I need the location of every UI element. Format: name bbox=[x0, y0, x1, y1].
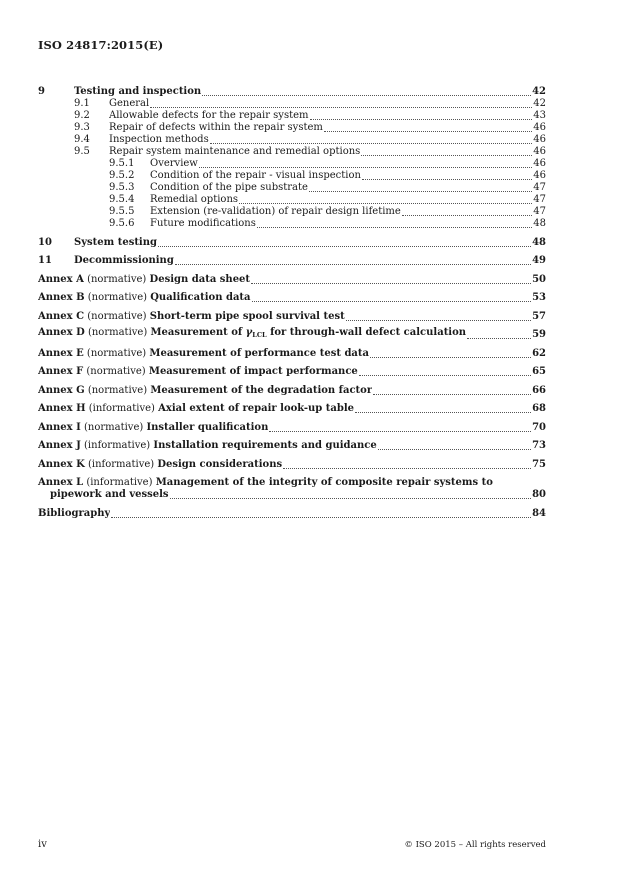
toc-entry-clause-11[interactable] bbox=[38, 255, 546, 267]
toc-leader bbox=[359, 375, 531, 376]
toc-page: 48 bbox=[533, 218, 546, 229]
page-number: iv bbox=[38, 839, 47, 850]
toc-entry-9-5-2[interactable] bbox=[38, 170, 546, 182]
toc-leader bbox=[202, 95, 531, 96]
toc-title: Annex A (normative) Design data sheet bbox=[38, 273, 251, 285]
toc-leader bbox=[251, 283, 531, 284]
toc-title: Overview bbox=[150, 158, 198, 169]
table-of-contents bbox=[38, 86, 546, 520]
toc-title: Annex B (normative) Qualification data bbox=[38, 292, 251, 303]
toc-leader bbox=[111, 517, 531, 518]
toc-leader bbox=[310, 119, 533, 120]
toc-title: Repair of defects within the repair system bbox=[109, 122, 323, 133]
toc-number: 9.3 bbox=[74, 122, 90, 133]
toc-page: 46 bbox=[533, 158, 546, 169]
toc-title: Inspection methods bbox=[109, 134, 209, 145]
toc-entry-9-3[interactable] bbox=[38, 122, 546, 134]
toc-number: 9.5.4 bbox=[109, 194, 135, 205]
toc-leader bbox=[346, 320, 531, 321]
toc-entry-clause-9[interactable] bbox=[38, 86, 546, 98]
toc-number: 9.5.3 bbox=[109, 182, 135, 193]
toc-title: Repair system maintenance and remedial options bbox=[109, 146, 361, 157]
toc-entry-annex-c[interactable] bbox=[38, 311, 546, 323]
toc-leader bbox=[175, 264, 531, 265]
toc-number: 9.4 bbox=[74, 134, 90, 145]
toc-number: 9.5.6 bbox=[109, 218, 135, 229]
toc-page: 46 bbox=[533, 170, 546, 181]
toc-page: 43 bbox=[533, 110, 546, 121]
toc-entry-annex-k[interactable] bbox=[38, 459, 546, 471]
toc-page: 46 bbox=[533, 134, 546, 145]
toc-leader bbox=[269, 431, 531, 432]
toc-title: Condition of the pipe substrate bbox=[150, 182, 308, 193]
toc-number: 9.5.1 bbox=[109, 158, 135, 169]
toc-title: Remedial options bbox=[150, 194, 239, 205]
toc-page: 46 bbox=[533, 146, 546, 157]
toc-leader bbox=[283, 468, 531, 469]
toc-number: 9.2 bbox=[74, 110, 90, 121]
toc-title: Extension (re-validation) of repair design lifetime bbox=[150, 206, 401, 217]
toc-title: Annex G (normative) Measurement of the degradation factor bbox=[38, 384, 373, 396]
toc-title: Bibliography bbox=[38, 507, 111, 519]
toc-title: Annex E (normative) Measurement of performance test data bbox=[38, 347, 370, 359]
toc-leader bbox=[362, 179, 532, 180]
toc-page: 49 bbox=[532, 255, 546, 266]
toc-title: Annex K (informative) Design considerations bbox=[38, 458, 283, 470]
toc-title: Annex F (normative) Measurement of impact performance bbox=[38, 366, 358, 377]
toc-title: Annex D (normative) Measurement of $\gamma_{LCL}$ for through-wall defect calculation bbox=[38, 327, 467, 339]
toc-leader bbox=[158, 246, 531, 247]
toc-page: 47 bbox=[533, 182, 546, 193]
toc-entry-annex-a[interactable] bbox=[38, 274, 546, 286]
toc-leader bbox=[210, 143, 533, 144]
document-id: ISO 24817:2015(E) bbox=[38, 38, 164, 52]
toc-number: 9 bbox=[38, 86, 45, 97]
toc-entry-9-5-3[interactable] bbox=[38, 182, 546, 194]
toc-number: 9.5.5 bbox=[109, 206, 135, 217]
toc-page: 42 bbox=[533, 98, 546, 109]
toc-leader bbox=[370, 357, 531, 358]
toc-number: 9.1 bbox=[74, 98, 90, 109]
toc-title: Annex L (informative) Management of the integrity of composite repair systems to bbox=[38, 477, 493, 488]
toc-title: Decommissioning bbox=[74, 255, 174, 266]
toc-entry-9-4[interactable] bbox=[38, 134, 546, 146]
toc-page: 48 bbox=[532, 236, 546, 248]
toc-leader bbox=[355, 412, 531, 413]
toc-entry-9-5-6[interactable] bbox=[38, 218, 546, 230]
toc-title: Annex C (normative) Short-term pipe spool survival test bbox=[38, 310, 345, 322]
toc-entry-annex-f[interactable] bbox=[38, 366, 546, 378]
toc-page: 46 bbox=[533, 122, 546, 133]
toc-leader bbox=[373, 394, 531, 395]
toc-page: 57 bbox=[532, 310, 546, 322]
toc-number: 10 bbox=[38, 236, 52, 248]
toc-page: 80 bbox=[532, 489, 546, 500]
toc-leader bbox=[309, 191, 532, 192]
toc-page: 59 bbox=[532, 329, 546, 340]
toc-title: Future modifications bbox=[150, 218, 256, 229]
toc-entry-9-5[interactable] bbox=[38, 146, 546, 158]
toc-page: 68 bbox=[532, 403, 546, 414]
toc-leader bbox=[252, 301, 532, 302]
toc-page: 53 bbox=[532, 292, 546, 303]
toc-entry-9-5-5[interactable] bbox=[38, 206, 546, 218]
toc-number: 9.5.2 bbox=[109, 170, 135, 181]
toc-leader bbox=[324, 131, 532, 132]
toc-title: Annex I (normative) Installer qualification bbox=[38, 421, 269, 433]
toc-number: 9.5 bbox=[74, 146, 90, 157]
toc-entry-9-5-4[interactable] bbox=[38, 194, 546, 206]
toc-title: System testing bbox=[74, 236, 157, 248]
toc-leader bbox=[257, 227, 532, 228]
toc-page: 42 bbox=[532, 86, 546, 97]
toc-page: 50 bbox=[532, 273, 546, 285]
toc-page: 47 bbox=[533, 194, 546, 205]
toc-entry-bibliography[interactable] bbox=[38, 508, 546, 520]
toc-entry-annex-i[interactable] bbox=[38, 422, 546, 434]
toc-leader bbox=[378, 449, 531, 450]
toc-entry-annex-b[interactable] bbox=[38, 292, 546, 304]
toc-leader bbox=[361, 155, 532, 156]
toc-leader bbox=[170, 498, 532, 499]
toc-title: Annex H (informative) Axial extent of repair look-up table bbox=[38, 403, 354, 414]
toc-title-continuation: pipework and vessels bbox=[50, 489, 169, 500]
toc-page: 65 bbox=[532, 366, 546, 377]
toc-entry-9-5-1[interactable] bbox=[38, 158, 546, 170]
toc-title: Condition of the repair - visual inspection bbox=[150, 170, 361, 181]
toc-page: 62 bbox=[532, 347, 546, 359]
toc-title: Annex J (informative) Installation requirements and guidance bbox=[38, 440, 377, 451]
toc-leader bbox=[199, 167, 532, 168]
toc-leader bbox=[402, 215, 532, 216]
toc-entry-clause-10[interactable] bbox=[38, 237, 546, 249]
toc-entry-annex-g[interactable] bbox=[38, 385, 546, 397]
toc-title: General bbox=[109, 98, 150, 109]
toc-page: 73 bbox=[532, 440, 546, 451]
copyright-notice: © ISO 2015 – All rights reserved bbox=[404, 840, 546, 850]
toc-page: 66 bbox=[532, 384, 546, 396]
toc-page: 47 bbox=[533, 206, 546, 217]
toc-entry-annex-d[interactable] bbox=[38, 329, 546, 341]
toc-entry-annex-e[interactable] bbox=[38, 348, 546, 360]
toc-page: 84 bbox=[532, 507, 546, 519]
toc-leader bbox=[239, 203, 532, 204]
toc-leader bbox=[467, 338, 531, 339]
toc-title: Allowable defects for the repair system bbox=[109, 110, 309, 121]
toc-entry-annex-l[interactable] bbox=[38, 477, 546, 501]
toc-entry-9-2[interactable] bbox=[38, 110, 546, 122]
toc-title: Testing and inspection bbox=[74, 86, 202, 97]
toc-entry-annex-h[interactable] bbox=[38, 403, 546, 415]
toc-page: 75 bbox=[532, 458, 546, 470]
toc-leader bbox=[150, 107, 532, 108]
toc-page: 70 bbox=[532, 421, 546, 433]
toc-entry-9-1[interactable] bbox=[38, 98, 546, 110]
toc-number: 11 bbox=[38, 255, 52, 266]
toc-entry-annex-j[interactable] bbox=[38, 440, 546, 452]
